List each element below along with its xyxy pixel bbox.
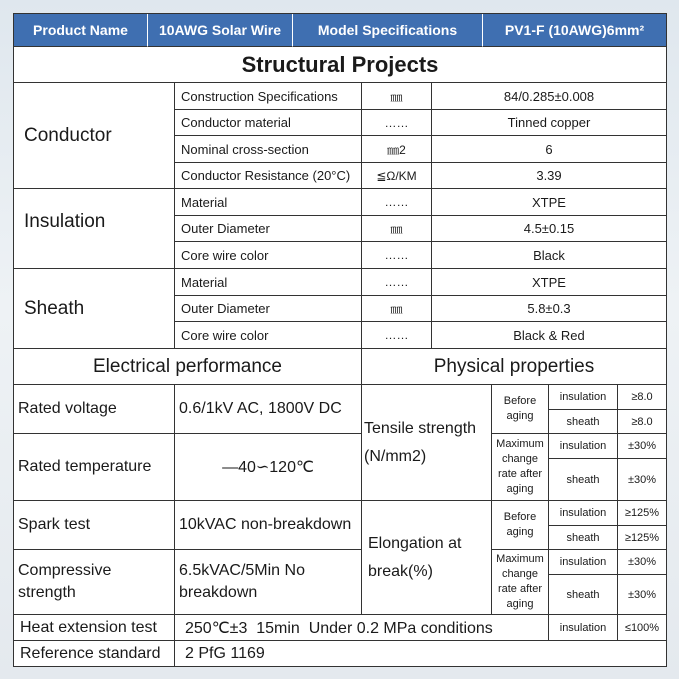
- unit-cell: ……: [362, 189, 432, 216]
- part-cell: insulation: [549, 434, 618, 459]
- unit-cell: ≦Ω/KM: [362, 163, 432, 189]
- unit-cell: ……: [362, 242, 432, 269]
- param-cell: Nominal cross-section: [175, 136, 362, 163]
- value-cell: 6: [432, 136, 666, 163]
- label-line: aging: [506, 410, 534, 422]
- value-cell: 84/0.285±0.008: [432, 83, 666, 110]
- param-cell: Core wire color: [175, 322, 362, 349]
- param-cell: Conductor Resistance (20°C): [175, 163, 362, 189]
- part-cell: insulation: [549, 615, 618, 641]
- label-line: Elongation at: [368, 534, 462, 552]
- group-conductor: Conductor: [14, 83, 175, 189]
- part-cell: sheath: [549, 410, 618, 434]
- unit-cell: ㎜: [362, 83, 432, 110]
- spark-test-label: Spark test: [14, 501, 175, 550]
- value-cell: XTPE: [432, 269, 666, 296]
- rated-temperature-label: Rated temperature: [14, 434, 175, 501]
- electrical-title: Electrical performance: [14, 349, 362, 385]
- limit-cell: ≥8.0: [618, 410, 666, 434]
- label-line: aging: [506, 597, 534, 610]
- tensile-strength-label: [362, 385, 492, 501]
- heat-extension-label: Heat extension test: [14, 615, 175, 641]
- param-cell: Outer Diameter: [175, 216, 362, 242]
- rated-temperature-value: —40∽120℃: [175, 434, 362, 501]
- label-line: (N/mm2): [364, 447, 427, 465]
- unit-cell: ㎜2: [362, 136, 432, 163]
- unit-cell: ……: [362, 269, 432, 296]
- label-line: rate after: [497, 583, 542, 595]
- compressive-strength-label: [14, 550, 175, 615]
- spec-table: [13, 13, 667, 667]
- rated-voltage-value: 0.6/1kV AC, 1800V DC: [175, 385, 362, 434]
- max-change-label: [492, 434, 549, 501]
- value-cell: Black & Red: [432, 322, 666, 349]
- product-name-value: 10AWG Solar Wire: [148, 14, 293, 47]
- heat-extension-value: 250℃±3 15min Under 0.2 MPa conditions: [175, 615, 549, 641]
- label-line: aging: [506, 526, 534, 538]
- rated-voltage-label: Rated voltage: [14, 385, 175, 434]
- label-line: Tensile strength: [364, 419, 477, 437]
- limit-cell: ≥125%: [618, 526, 666, 550]
- label-line: change: [501, 453, 539, 466]
- part-cell: insulation: [549, 550, 618, 575]
- value-cell: XTPE: [432, 189, 666, 216]
- limit-cell: ±30%: [618, 459, 666, 501]
- part-cell: sheath: [549, 459, 618, 501]
- unit-cell: ……: [362, 110, 432, 136]
- label-line: rate after: [497, 468, 542, 480]
- label-line: aging: [506, 482, 534, 495]
- model-value: PV1-F (10AWG)6mm²: [483, 14, 666, 47]
- part-cell: sheath: [549, 575, 618, 615]
- label-line: Before: [503, 395, 537, 408]
- param-cell: Conductor material: [175, 110, 362, 136]
- param-cell: Material: [175, 189, 362, 216]
- compressive-strength-value: [175, 550, 362, 615]
- value-cell: Black: [432, 242, 666, 269]
- label-line: Compressive: [18, 562, 112, 580]
- value-cell: 5.8±0.3: [432, 296, 666, 322]
- limit-cell: ≥125%: [618, 501, 666, 526]
- value-cell: 4.5±0.15: [432, 216, 666, 242]
- unit-cell: ㎜: [362, 216, 432, 242]
- unit-cell: ……: [362, 322, 432, 349]
- part-cell: insulation: [549, 501, 618, 526]
- param-cell: Outer Diameter: [175, 296, 362, 322]
- label-line: Maximum: [496, 553, 544, 566]
- label-line: Before: [503, 511, 537, 524]
- spark-test-value: 10kVAC non-breakdown: [175, 501, 362, 550]
- limit-cell: ±30%: [618, 575, 666, 615]
- group-sheath: Sheath: [14, 269, 175, 349]
- label-line: Maximum: [496, 438, 544, 451]
- before-aging-label: [492, 385, 549, 434]
- limit-cell: ±30%: [618, 550, 666, 575]
- label-line: strength: [18, 584, 76, 601]
- limit-cell: ≤100%: [618, 615, 666, 641]
- value-cell: 3.39: [432, 163, 666, 189]
- value-line: 6.5kVAC/5Min No: [179, 562, 305, 580]
- group-insulation: Insulation: [14, 189, 175, 269]
- param-cell: Material: [175, 269, 362, 296]
- part-cell: insulation: [549, 385, 618, 410]
- value-line: breakdown: [179, 584, 258, 601]
- unit-cell: ㎜: [362, 296, 432, 322]
- before-aging-label: [492, 501, 549, 550]
- param-cell: Core wire color: [175, 242, 362, 269]
- structural-title: Structural Projects: [14, 47, 666, 83]
- param-cell: Construction Specifications: [175, 83, 362, 110]
- value-cell: Tinned copper: [432, 110, 666, 136]
- label-line: break(%): [368, 562, 433, 580]
- reference-standard-value: 2 PfG 1169: [185, 644, 265, 662]
- model-label: Model Specifications: [293, 14, 483, 47]
- product-name-label: Product Name: [14, 14, 148, 47]
- limit-cell: ±30%: [618, 434, 666, 459]
- reference-standard-label: Reference standard: [14, 641, 175, 666]
- elongation-label: [362, 501, 492, 615]
- limit-cell: ≥8.0: [618, 385, 666, 410]
- label-line: change: [501, 568, 539, 581]
- physical-title: Physical properties: [362, 349, 666, 385]
- part-cell: sheath: [549, 526, 618, 550]
- max-change-label: [492, 550, 549, 615]
